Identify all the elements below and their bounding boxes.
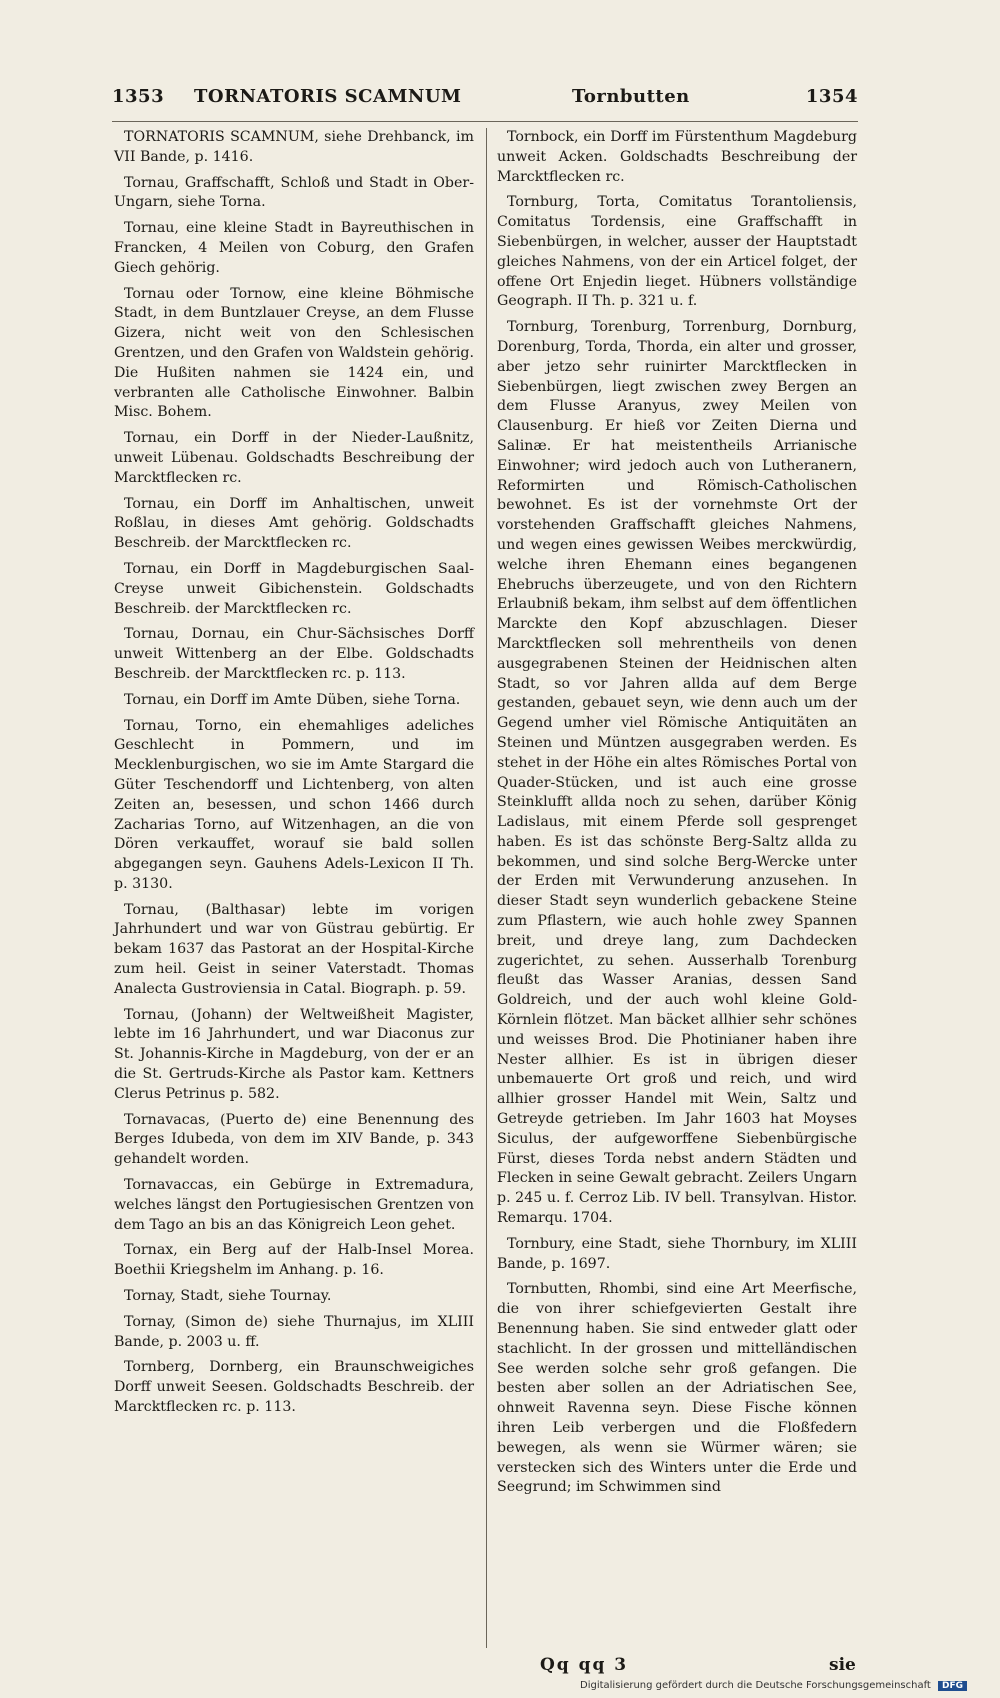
header-rule: [112, 121, 858, 122]
entry: Tornberg, Dornberg, ein Braunschweigiches Dorff unweit Seesen. Goldschadts Beschreib. der Marcktflecken rc. p. 113.: [114, 1359, 474, 1416]
entry: Tornax, ein Berg auf der Halb-Insel Morea. Boethii Kriegshelm im Anhang. p. 16.: [114, 1242, 474, 1279]
entry: Tornavacas, (Puerto de) eine Benennung des Berges Idubeda, von dem im XIV Bande, p. 343 gehandelt worden.: [114, 1111, 474, 1168]
entry: Tornavaccas, ein Gebürge in Extremadura, welches längst den Portugiesischen Grentzen von dem Tago an bis an das Königreich Leon gehet.: [114, 1177, 474, 1233]
signature-mark: Qq qq 3: [540, 1655, 629, 1675]
entry: Tornay, (Simon de) siehe Thurnajus, im XLIII Bande, p. 2003 u. ff.: [114, 1313, 474, 1350]
digitization-footer: [580, 1680, 967, 1691]
entry: Tornburg, Torta, Comitatus Torantoliensis, Comitatus Tordensis, eine Graffschafft in Siebenbürgen, in welcher, ausser der Hauptstadt gleiches Nahmens, von der ein Articel folget, der offene Ort Enjedin lieget. Hübners vollständige Geograph. II Th. p. 321 u. f.: [497, 194, 857, 310]
entry: Tornau, (Balthasar) lebte im vorigen Jahrhundert und war von Güstrau gebürtig. Er bekam 1637 das Pastorat an der Hospital-Kirche zum heil. Geist in seiner Vaterstadt. Thomas Analecta Gustroviensia in Catal. Biograph. p. 59.: [114, 901, 474, 997]
entry: Tornau, eine kleine Stadt in Bayreuthischen in Francken, 4 Meilen von Coburg, den Grafen Giech gehörig.: [114, 220, 474, 276]
page-number-left: 1353: [112, 86, 165, 107]
entry: Tornburg, Torenburg, Torrenburg, Dornburg, Dorenburg, Torda, Thorda, ein alter und grosser, aber jetzo sehr ruinirter Marcktflecken in Siebenbürgen, liegt zwischen zwey Bergen an dem Flusse Aranyus, zwey Meilen von Clausenburg. Er hieß vor Zeiten Dierna und Salinæ. Er hat meistentheils Arrianische Einwohner; wird jedoch auch von Lutheranern, Reformirten und Römisch-Catholischen bewohnet. Es ist der vornehmste Ort der vorstehenden Graffschafft gleiches Nahmens, und wegen eines gewissen Weibes merckwürdig, welche ihren Ehemann eines begangenen Ehebruchs überzeugete, und von den Richtern Erlaubniß bekam, ihm selbst auf dem öffentlichen Marckte den Kopf abzuschlagen. Dieser Marcktflecken soll mehrentheils von denen ausgegrabenen Steinen der Heidnischen alten Stadt, so vor Jahren allda auf dem Berge gestanden, gebauet seyn, wie denn auch um der Gegend umher viel Römische Antiquitäten an Steinen und Müntzen ausgegraben werden. Es stehet in der Höhe ein altes Römisches Portal von Quader-Stücken, und ist auch eine grosse Steinklufft allda noch zu sehen, darüber König Ladislaus, mit einem Pferde soll gesprenget haben. Es ist das schönste Berg-Saltz allda zu bekommen, und sind solche Berg-Wercke unter der Erden mit Verwunderung anzusehen. In dieser Stadt seyn wunderlich gebackene Steine zum Pflastern, wie auch hohle zwey Spannen breit, und dreye lang, zum Dachdecken zugerichtet, zu sehen. Ausserhalb Torenburg fleußt das Wasser Aranias, dessen Sand Goldreich, und der auch wohl kleine Gold-Körnlein flötzet. Man bäcket allhier sehr schönes und weisses Brod. Die Photinianer haben ihre Nester allhier. Es ist in übrigen dieser unbemauerte Ort groß und reich, und wird allhier grosser Handel mit Wein, Saltz und Getreyde getrieben. Im Jahr 1603 hat Moyses Siculus, der aufgeworffene Siebenbürgische Fürst, dieses Torda nebst andern Städten und Flecken in seine Gewalt gebracht. Zeilers Ungarn p. 245 u. f. Cerroz Lib. IV bell. Transylvan. Histor. Remarqu. 1704.: [497, 319, 857, 1227]
page-number-right: 1354: [805, 86, 858, 107]
left-column: [114, 128, 474, 1424]
entry: Tornbock, ein Dorff im Fürstenthum Magdeburg unweit Acken. Goldschadts Beschreibung der Marcktflecken rc.: [497, 129, 857, 185]
entry: Tornau, (Johann) der Weltweißheit Magister, lebte im 16 Jahrhundert, und war Diaconus zur St. Johannis-Kirche in Magdeburg, von der er an die St. Gertruds-Kirche als Pastor kam. Kettners Clerus Petrinus p. 582.: [114, 1006, 474, 1102]
column-divider: [486, 128, 487, 1648]
entry: Tornau, ein Dorff im Amte Düben, siehe Torna.: [124, 691, 461, 708]
catchword: sie: [829, 1655, 856, 1675]
footer-text: Digitalisierung gefördert durch die Deutsche Forschungsgemeinschaft: [580, 1680, 931, 1691]
entry: Tornbutten, Rhombi, sind eine Art Meerfische, die von ihrer schiefgevierten Gestalt ihre Benennung haben. Sie sind entweder glatt oder stachlicht. In der grossen und mittelländischen See werden solche sehr groß gefangen. Die besten aber sollen an der Adriatischen See, ohnweit Ravenna seyn. Diese Fische können ihren Leib verbergen und die Floßfedern bewegen, als wenn sie Würmer wären; sie verstecken sich des Winters unter die Erde und Seegrund; im Schwimmen sind: [497, 1281, 857, 1496]
running-title-left: TORNATORIS SCAMNUM: [194, 86, 462, 107]
entry: Tornau, ein Dorff in der Nieder-Laußnitz, unweit Lübenau. Goldschadts Beschreibung der Marcktflecken rc.: [114, 430, 474, 486]
entry: Tornbury, eine Stadt, siehe Thornbury, im XLIII Bande, p. 1697.: [497, 1235, 857, 1272]
entry: Tornau, ein Dorff in Magdeburgischen Saal-Creyse unweit Gibichenstein. Goldschadts Beschreib. der Marcktflecken rc.: [114, 560, 474, 617]
running-title-right: Tornbutten: [572, 86, 690, 107]
entry: Tornay, Stadt, siehe Tournay.: [124, 1288, 332, 1305]
entry: Tornau oder Tornow, eine kleine Böhmische Stadt, in dem Buntzlauer Creyse, an dem Flusse Gizera, nicht weit von den Schlesischen Grentzen, und den Grafen von Waldstein gehörig. Die Hußiten nahmen sie 1424 ein, und verbranten alle Catholische Einwohner. Balbin Misc. Bohem.: [114, 285, 474, 421]
page-header: [112, 86, 858, 116]
entry: Tornau, Torno, ein ehemahliges adeliches Geschlecht in Pommern, und im Mecklenburgischen, wo sie im Amte Stargard die Güter Teschendorff und Lichtenberg, von alten Zeiten an, besessen, und schon 1466 durch Zacharias Torno, auf Witzenhagen, an die von Dören verkauffet, worauf sie bald sollen abgegangen seyn. Gauhens Adels-Lexicon II Th. p. 3130.: [114, 717, 474, 892]
entry: Tornau, Dornau, ein Chur-Sächsisches Dorff unweit Wittenberg an der Elbe. Goldschadts Beschreib. der Marcktflecken rc. p. 113.: [114, 626, 474, 682]
dfg-logo: DFG: [938, 1681, 967, 1691]
entry: TORNATORIS SCAMNUM, siehe Drehbanck, im VII Bande, p. 1416.: [114, 129, 474, 165]
entry: Tornau, ein Dorff im Anhaltischen, unweit Roßlau, in dieses Amt gehörig. Goldschadts Beschreib. der Marcktflecken rc.: [114, 495, 474, 552]
entry: Tornau, Graffschafft, Schloß und Stadt in Ober-Ungarn, siehe Torna.: [114, 174, 474, 211]
right-column: [497, 128, 857, 1504]
